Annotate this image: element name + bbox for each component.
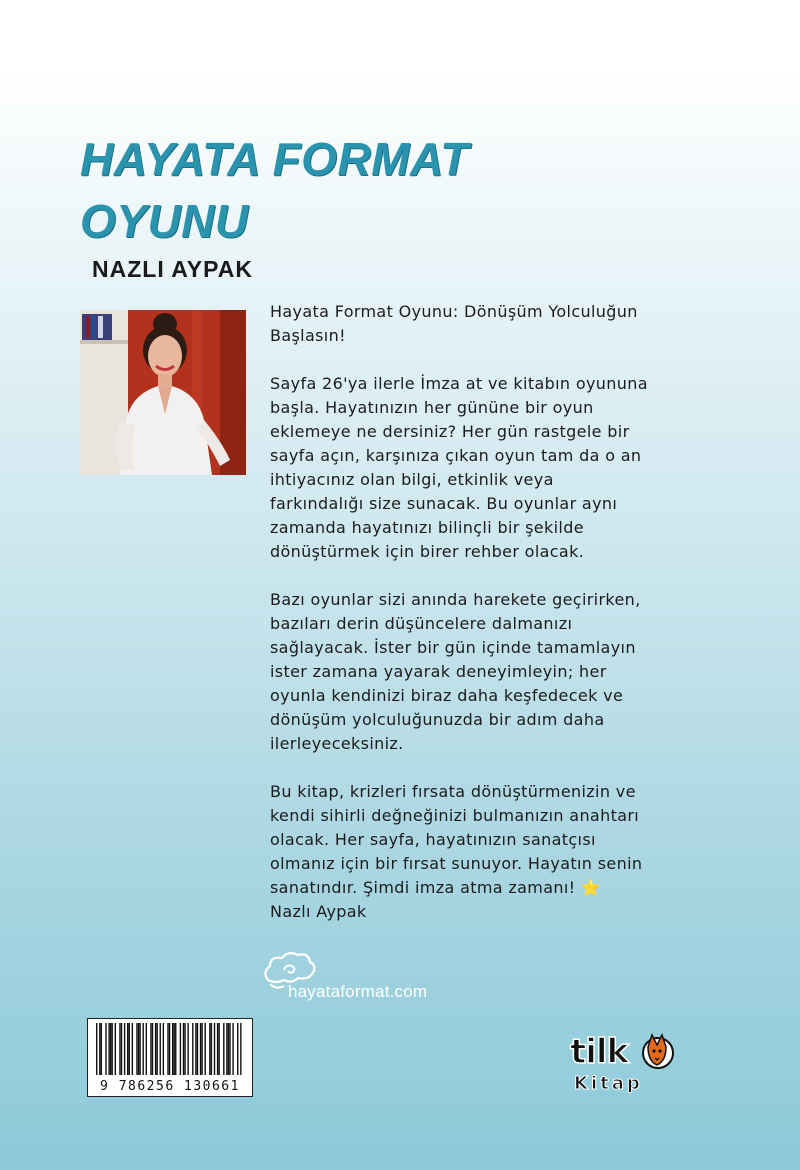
- blurb-paragraph-1: Sayfa 26'ya ilerle İmza at ve kitabın oyununa başla. Hayatınızın her gününe bir oyun eklemeye ne dersiniz? Her gün rastgele bir sayfa açın, karşınıza çıkan oyun tam da o an ihtiyacınız olan bilgi, etkinlik veya farkındalığı size sunacak. Bu oyunlar aynı zamanda hayatınızı bilinçli bir şekilde dönüştürmek için birer rehber olacak.: [270, 374, 648, 561]
- barcode-bar: [146, 1023, 147, 1075]
- barcode-bar: [138, 1023, 139, 1075]
- barcode-bar: [112, 1023, 113, 1075]
- publisher-name-bottom: Kitap: [574, 1073, 643, 1094]
- barcode-bar: [232, 1023, 233, 1075]
- barcode-bar: [169, 1023, 170, 1075]
- barcode-bar: [152, 1023, 153, 1075]
- barcode-bar: [99, 1023, 100, 1075]
- barcode-bar: [237, 1023, 238, 1075]
- barcode-bar: [172, 1023, 173, 1075]
- barcode-bar: [163, 1023, 164, 1075]
- website-url[interactable]: hayataformat.com: [288, 982, 428, 1001]
- barcode-bar: [129, 1023, 130, 1075]
- barcode-bar: [218, 1023, 219, 1075]
- barcode-bar: [240, 1023, 241, 1075]
- barcode-bar: [105, 1023, 106, 1075]
- barcode-bar: [167, 1023, 168, 1075]
- barcode-bar: [155, 1023, 156, 1075]
- barcode-bar: [214, 1023, 215, 1075]
- barcode-bar: [180, 1023, 181, 1075]
- barcode-bar: [127, 1023, 128, 1075]
- barcode-bar: [136, 1023, 137, 1075]
- barcode-bar: [119, 1023, 120, 1075]
- barcode-bar: [228, 1023, 229, 1075]
- barcode-bar: [226, 1023, 227, 1075]
- blurb-paragraph-2: Bazı oyunlar sizi anında harekete geçirirken, bazıları derin düşüncelere dalmanızı sağlayacak. İster bir gün içinde tamamlayın ister zamana yayarak deneyimleyin; her oyunla kendinizi biraz daha keşfedecek ve dönüşüm yolculuğunuzda bir adım daha ilerleyeceksiniz.: [270, 590, 641, 753]
- barcode-bar: [205, 1023, 206, 1075]
- blurb-paragraph-3-text: Bu kitap, krizleri fırsata dönüştürmenizin ve kendi sihirli değneğinizi bulmanızın anahtarı olacak. Her sayfa, hayatınızın sanatçısı olmanız için bir fırsat sunuyor. Hayatın senin sanatındır. Şimdi imza atma zamanı!: [270, 782, 643, 897]
- book-title-line2: OYUNU: [80, 195, 249, 247]
- isbn-barcode: [87, 1018, 253, 1097]
- barcode-bar: [201, 1023, 202, 1075]
- barcode-bar: [101, 1023, 102, 1075]
- barcode-bar: [209, 1023, 210, 1075]
- barcode-bar: [217, 1023, 218, 1075]
- fox-icon: [643, 1035, 673, 1068]
- blurb-signature: Nazlı Aypak: [270, 902, 367, 921]
- barcode-bar: [229, 1023, 230, 1075]
- barcode-bars: [96, 1023, 244, 1075]
- blurb-paragraph-3: [270, 780, 690, 900]
- barcode-bar: [200, 1023, 201, 1075]
- barcode-bar: [150, 1023, 151, 1075]
- barcode-bar: [211, 1023, 212, 1075]
- barcode-bar: [96, 1023, 97, 1075]
- author-photo: [80, 310, 246, 475]
- publisher-name-top: tilk: [570, 1032, 629, 1072]
- book-title-line1: HAYATA FORMAT: [80, 133, 469, 185]
- barcode-bar: [132, 1023, 133, 1075]
- back-cover-blurb: [270, 300, 690, 924]
- barcode-bar: [156, 1023, 157, 1075]
- isbn-number: 9 786256 130661: [100, 1079, 240, 1094]
- website-logo: [262, 950, 472, 1010]
- author-name: NAZLI AYPAK: [92, 256, 253, 282]
- barcode-bar: [110, 1023, 111, 1075]
- barcode-bar: [174, 1023, 175, 1075]
- barcode-bar: [121, 1023, 122, 1075]
- barcode-bar: [183, 1023, 184, 1075]
- barcode-bar: [184, 1023, 185, 1075]
- blurb-heading: Hayata Format Oyunu: Dönüşüm Yolculuğun Başlasın!: [270, 302, 638, 345]
- barcode-bar: [139, 1023, 140, 1075]
- barcode-bar: [108, 1023, 109, 1075]
- barcode-bar: [187, 1023, 188, 1075]
- barcode-bar: [223, 1023, 224, 1075]
- barcode-bar: [195, 1023, 196, 1075]
- star-icon: ⭐: [580, 878, 602, 897]
- barcode-bar: [192, 1023, 193, 1075]
- barcode-bar: [175, 1023, 176, 1075]
- barcode-bar: [143, 1023, 144, 1075]
- book-title: [80, 128, 469, 252]
- publisher-logo: [566, 1025, 676, 1097]
- barcode-bar: [160, 1023, 161, 1075]
- barcode-bar: [115, 1023, 116, 1075]
- barcode-bar: [197, 1023, 198, 1075]
- barcode-bar: [124, 1023, 125, 1075]
